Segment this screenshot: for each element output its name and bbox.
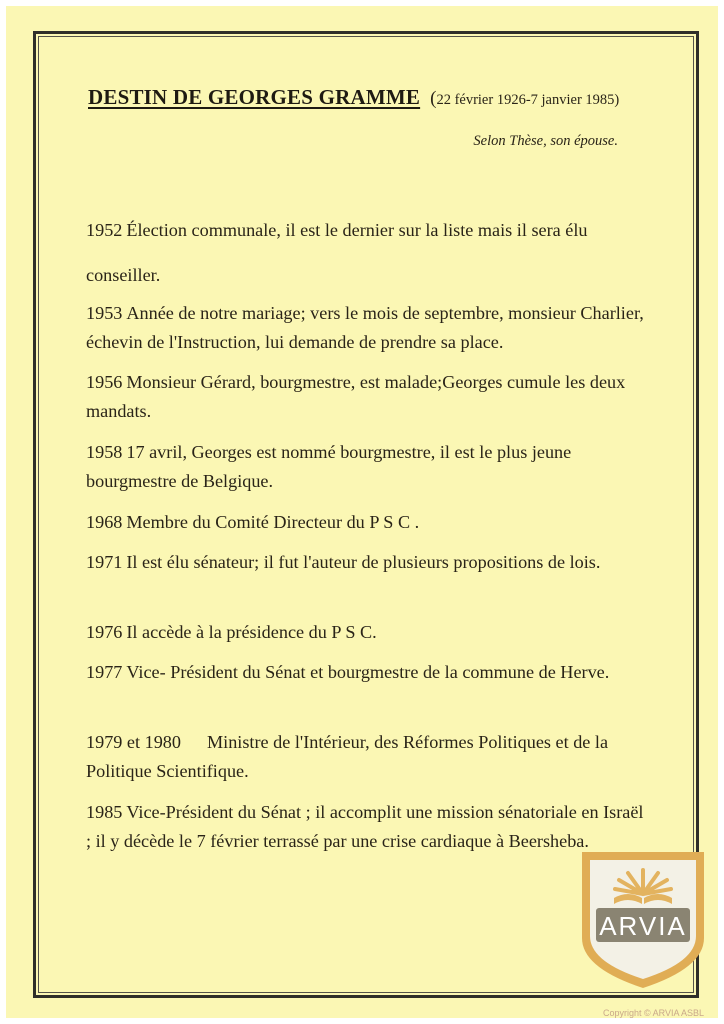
entry-text: Élection communale, il est le dernier sur la liste mais il sera élu conseiller. xyxy=(86,220,588,285)
entry-year: 1977 xyxy=(86,662,123,682)
timeline-entry xyxy=(86,548,646,577)
entry-text: Membre du Comité Directeur du P S C . xyxy=(126,512,420,532)
title-row xyxy=(88,85,688,110)
entry-text: Monsieur Gérard, bourgmestre, est malade;Georges cumule les deux mandats. xyxy=(86,372,626,421)
life-dates: (22 février 1926-7 janvier 1985) xyxy=(430,88,620,109)
entry-year: 1976 xyxy=(86,622,123,642)
timeline-entry xyxy=(86,798,646,856)
entry-text: Il est élu sénateur; il fut l'auteur de plusieurs propositions de lois. xyxy=(126,552,601,572)
timeline-entry xyxy=(86,618,646,647)
entry-year: 1953 xyxy=(86,303,123,323)
entry-text: Vice-Président du Sénat ; il accomplit une mission sénatoriale en Israël ; il y décède le 7 février terrassé par une crise cardiaque à Beersheba. xyxy=(86,802,644,851)
timeline-entry xyxy=(86,658,646,687)
entry-year: 1968 xyxy=(86,512,123,532)
entry-text: Ministre de l'Intérieur, des Réformes Politiques et de la Politique Scientifique. xyxy=(86,732,609,781)
document-title: DESTIN DE GEORGES GRAMME xyxy=(88,85,421,109)
entry-year: 1985 xyxy=(86,802,123,822)
entry-year: 1979 et 1980 xyxy=(86,732,181,752)
timeline-entry xyxy=(86,368,646,426)
timeline-entry xyxy=(86,728,646,786)
entry-text: Année de notre mariage; vers le mois de septembre, monsieur Charlier, échevin de l'Instruction, lui demande de prendre sa place. xyxy=(86,303,644,352)
copyright-notice: Copyright © ARVIA ASBL xyxy=(602,1008,704,1018)
logo-text: ARVIA xyxy=(599,911,687,941)
document-subtitle: Selon Thèse, son épouse. xyxy=(473,133,618,149)
entry-text: Vice- Président du Sénat et bourgmestre de la commune de Herve. xyxy=(126,662,610,682)
timeline-entry xyxy=(86,438,646,496)
entry-text: Il accède à la présidence du P S C. xyxy=(126,622,377,642)
entry-text: 17 avril, Georges est nommé bourgmestre, il est le plus jeune bourgmestre de Belgique. xyxy=(86,442,572,491)
arvia-logo xyxy=(576,846,710,992)
entry-year: 1952 xyxy=(86,220,123,240)
entry-year: 1956 xyxy=(86,372,123,392)
timeline-entry xyxy=(86,508,646,537)
timeline-entry xyxy=(86,299,646,357)
timeline-entry xyxy=(86,208,646,298)
entry-year: 1958 xyxy=(86,442,123,462)
entry-year: 1971 xyxy=(86,552,123,572)
